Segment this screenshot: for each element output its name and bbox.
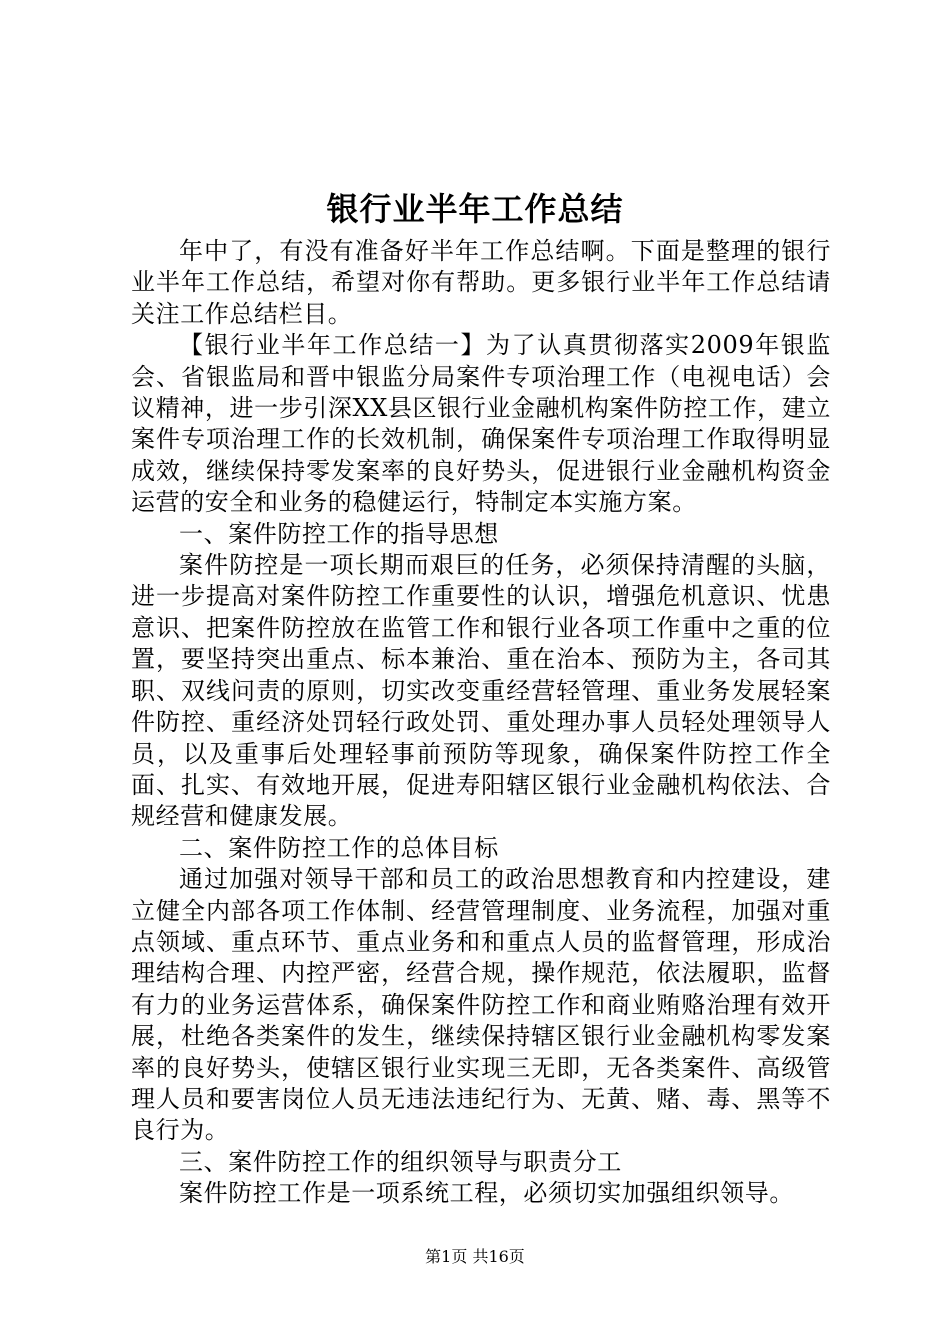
paragraph-summary-one: 【银行业半年工作总结一】为了认真贯彻落实2009年银监会、省银监局和晋中银监分局案件专项治理工作（电视电话）会议精神，进一步引深XX县区银行业金融机构案件防控工作，建立案件专项治理工作的长效机制，确保案件专项治理工作取得明显成效，继续保持零发案率的良好势头，促进银行业金融机构资金运营的安全和业务的稳健运行，特制定本实施方案。 <box>131 331 831 517</box>
paragraph-guiding-thought: 案件防控是一项长期而艰巨的任务，必须保持清醒的头脑，进一步提高对案件防控工作重要性的认识，增强危机意识、忧患意识、把案件防控放在监管工作和银行业各项工作重中之重的位置，要坚持突出重点、标本兼治、重在治本、预防为主，各司其职、双线问责的原则，切实改变重经营轻管理、重业务发展轻案件防控、重经济处罚轻行政处罚、重处理办事人员轻处理领导人员，以及重事后处理轻事前预防等现象，确保案件防控工作全面、扎实、有效地开展，促进寿阳辖区银行业金融机构依法、合规经营和健康发展。 <box>131 551 831 831</box>
section-heading-organization: 三、案件防控工作的组织领导与职责分工 <box>179 1147 622 1176</box>
paragraph-overall-goal: 通过加强对领导干部和员工的政治思想教育和内控建设，建立健全内部各项工作体制、经营管理制度、业务流程，加强对重点领域、重点环节、重点业务和和重点人员的监督管理，形成治理结构合理、内控严密，经营合规，操作规范，依法履职，监督有力的业务运营体系，确保案件防控工作和商业贿赂治理有效开展，杜绝各类案件的发生，继续保持辖区银行业金融机构零发案率的良好势头，使辖区银行业实现三无即，无各类案件、高级管理人员和要害岗位人员无违法违纪行为、无黄、赌、毒、黑等不良行为。 <box>131 865 831 1145</box>
document-body <box>131 236 831 1210</box>
page-footer: 第1页 共16页 <box>425 1247 525 1266</box>
section-heading-overall-goal: 二、案件防控工作的总体目标 <box>179 833 499 862</box>
section-heading-guiding-thought: 一、案件防控工作的指导思想 <box>179 519 499 548</box>
paragraph-intro: 年中了，有没有准备好半年工作总结啊。下面是整理的银行业半年工作总结，希望对你有帮助。更多银行业半年工作总结请关注工作总结栏目。 <box>131 237 831 328</box>
document-title: 银行业半年工作总结 <box>326 190 624 228</box>
paragraph-organization: 案件防控工作是一项系统工程，必须切实加强组织领导。 <box>179 1179 794 1208</box>
